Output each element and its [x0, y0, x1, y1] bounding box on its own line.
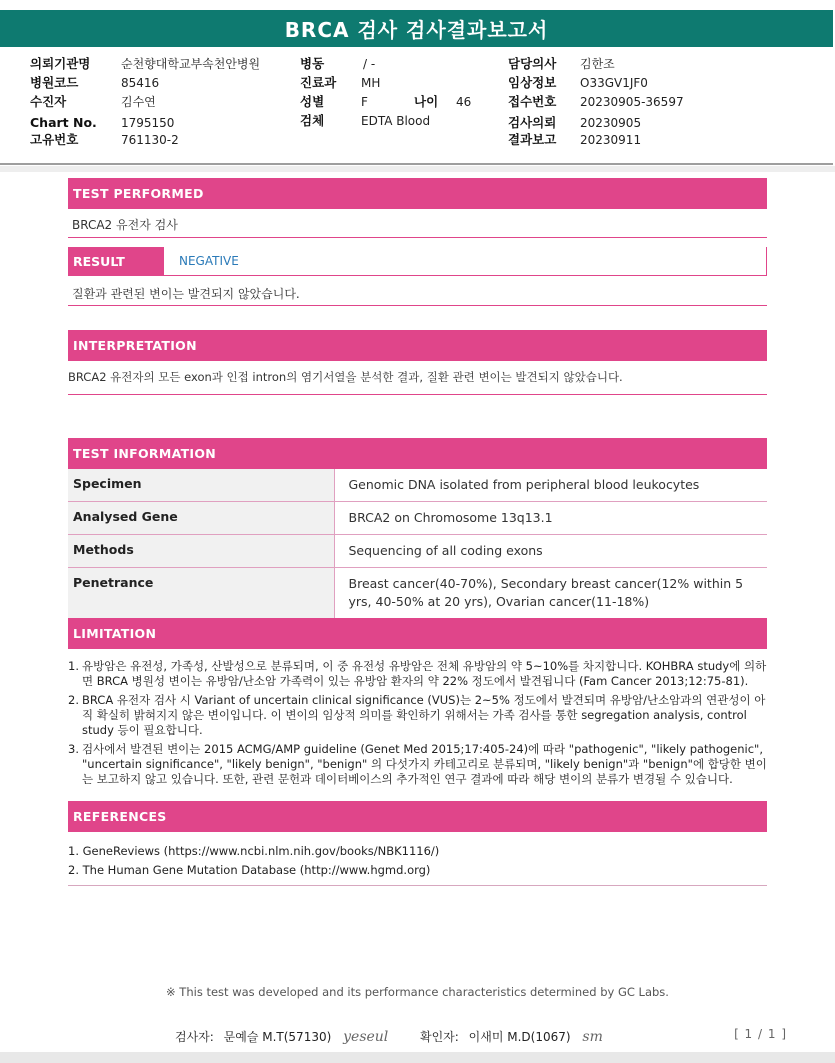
table-row [68, 568, 767, 619]
field-label: 담당의사 [508, 56, 557, 71]
field-label: 나이 [414, 94, 439, 109]
field-label: 검체 [300, 113, 325, 128]
confirmer-signature: sm [582, 1029, 603, 1045]
table-key: Methods [68, 535, 334, 568]
section-result-heading: RESULT [68, 247, 164, 276]
list-item [68, 693, 767, 738]
field-label: Chart No. [30, 115, 97, 130]
specimen-type: EDTA Blood [361, 114, 431, 128]
table-row [68, 469, 767, 502]
sex: F [361, 95, 368, 109]
table-key: Analysed Gene [68, 502, 334, 535]
list-number: 2. [68, 693, 79, 707]
field-label: 의뢰기관명 [30, 56, 91, 71]
report-date: 20230911 [580, 133, 642, 147]
section-test-information-heading: TEST INFORMATION [68, 438, 767, 469]
list-item [68, 742, 767, 787]
table-key: Penetrance [68, 568, 334, 619]
references-list [68, 843, 767, 881]
request-date: 20230905 [580, 116, 642, 130]
table-value: Sequencing of all coding exons [334, 535, 767, 568]
unique-number: 761130-2 [121, 133, 179, 147]
examiner-label: 검사자: [175, 1030, 214, 1044]
field-label: 임상정보 [508, 75, 557, 90]
footer-note: ※ This test was developed and its performance characteristics determined by GC Labs. [166, 985, 669, 999]
result-row [68, 247, 767, 276]
field-label: 고유번호 [30, 132, 79, 147]
test-performed-text: BRCA2 유전자 검사 [72, 218, 178, 232]
age: 46 [456, 95, 472, 109]
clinical-info: O33GV1JF0 [580, 76, 648, 90]
hospital-code: 85416 [121, 76, 160, 90]
list-text: BRCA 유전자 검사 시 Variant of uncertain clinical significance (VUS)는 2~5% 정도에서 발견되며 유방암/난소암과의 연관성이 아직 확실히 밝혀지지 않은 변이입니다. 이 변이의 임상적 의미를 확인하기 위해서는 가족 검사를 통한 segregation analysis, control study 등이 필요합니다. [82, 693, 766, 737]
report-title: BRCA 검사 검사결과보고서 [0, 10, 833, 47]
ward: / - [363, 57, 376, 71]
list-item: 2. The Human Gene Mutation Database (http://www.hgmd.org) [68, 863, 431, 877]
patient-info [0, 47, 833, 165]
list-number: 1. [68, 659, 79, 673]
table-key: Specimen [68, 469, 334, 502]
table-value: Breast cancer(40-70%), Secondary breast cancer(12% within 5 yrs, 40-50% at 20 yrs), Ovarian cancer(11-18%) [334, 568, 767, 619]
hospital-name: 순천향대학교부속천안병원 [121, 57, 261, 71]
list-text: 유방암은 유전성, 가족성, 산발성으로 분류되며, 이 중 유전성 유방암은 전체 유방암의 약 5~10%를 차지합니다. KOHBRA study에 의하면 BRCA 병원성 변이는 유방암/난소암 가족력이 있는 유방암 환자의 약 22% 정도에서 발견됩니다 (Fam Cancer 2013;12:75-81). [82, 659, 767, 688]
doctor: 김한조 [580, 57, 615, 71]
list-item [68, 659, 767, 689]
field-label: 진료과 [300, 75, 337, 90]
confirmer-name: 이새미 M.D(1067) [468, 1030, 571, 1044]
chart-number: 1795150 [121, 116, 175, 130]
confirmer-label: 확인자: [420, 1030, 459, 1044]
field-label: 결과보고 [508, 132, 557, 147]
divider [68, 885, 767, 886]
bottom-bar [0, 1052, 835, 1063]
field-label: 접수번호 [508, 94, 557, 109]
section-limitation-heading: LIMITATION [68, 618, 767, 649]
field-label: 병동 [300, 56, 325, 71]
list-number: 3. [68, 742, 79, 756]
list-text: 검사에서 발견된 변이는 2015 ACMG/AMP guideline (Genet Med 2015;17:405-24)에 따라 "pathogenic", "likely pathogenic", "uncertain significance", "likely benign", "benign" 의 다섯가지 카테고리로 분류되며, "likely benign"과 "benign"에 합당한 변이는 보고하지 않고 있습니다. 또한, 관련 문헌과 데이터베이스의 추가적인 연구 결과에 따라 해당 변이의 분류가 변경될 수 있습니다. [82, 742, 767, 786]
result-text: 질환과 관련된 변이는 발견되지 않았습니다. [72, 287, 300, 301]
divider [68, 305, 767, 306]
divider [0, 166, 835, 172]
field-label: 성별 [300, 94, 325, 109]
department: MH [361, 76, 381, 90]
page-number: [ 1 / 1 ] [734, 1027, 787, 1041]
examiner-name: 문예슬 M.T(57130) [223, 1030, 332, 1044]
table-row [68, 535, 767, 568]
test-information-table [68, 469, 767, 619]
divider [68, 237, 767, 238]
section-references-heading: REFERENCES [68, 801, 767, 832]
field-label: 병원코드 [30, 75, 79, 90]
divider [68, 394, 767, 395]
field-label: 검사의뢰 [508, 115, 557, 130]
examiner-signature-block [175, 1028, 388, 1045]
field-label: 수진자 [30, 94, 67, 109]
examiner-signature: yeseul [343, 1029, 389, 1045]
result-value: NEGATIVE [179, 254, 239, 268]
section-interpretation-heading: INTERPRETATION [68, 330, 767, 361]
table-row [68, 502, 767, 535]
accession-number: 20230905-36597 [580, 95, 684, 109]
list-item: 1. GeneReviews (https://www.ncbi.nlm.nih.gov/books/NBK1116/) [68, 844, 440, 858]
table-value: Genomic DNA isolated from peripheral blood leukocytes [334, 469, 767, 502]
table-value: BRCA2 on Chromosome 13q13.1 [334, 502, 767, 535]
confirmer-signature-block [420, 1028, 603, 1045]
patient-name: 김수연 [121, 95, 156, 109]
limitation-list [68, 659, 767, 791]
section-test-performed-heading: TEST PERFORMED [68, 178, 767, 209]
interpretation-text: BRCA2 유전자의 모든 exon과 인접 intron의 염기서열을 분석한 결과, 질환 관련 변이는 발견되지 않았습니다. [68, 370, 623, 384]
